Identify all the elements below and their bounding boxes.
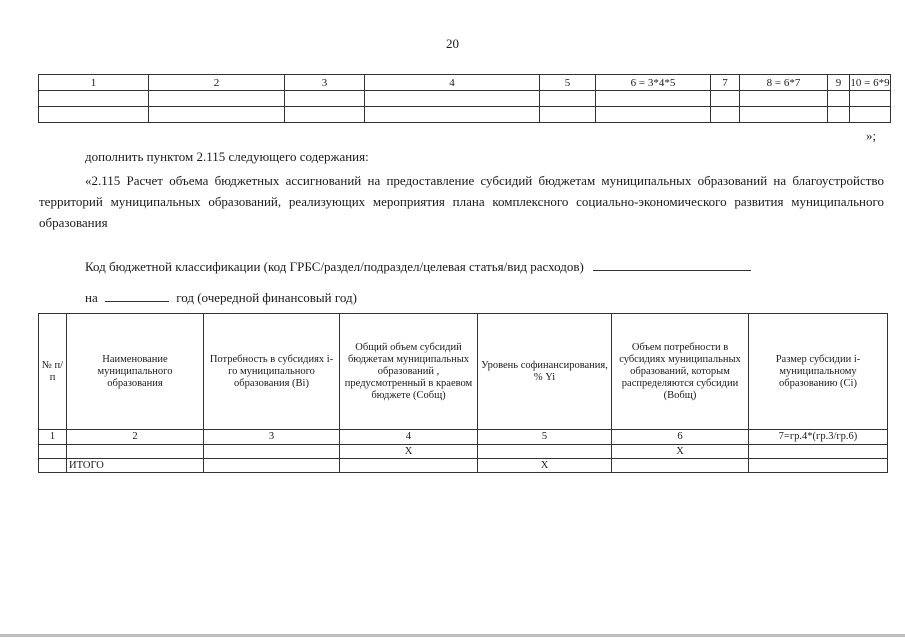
- table-cell: [612, 459, 749, 473]
- col-header-total-volume: Общий объем субсидий бюджетам муниципальных образований , предусмотренный в краевом бюджете (Собщ): [340, 314, 478, 430]
- scan-artifact-line: [0, 634, 905, 637]
- t1-header-4: 4: [365, 75, 540, 91]
- table-cell: X: [612, 445, 749, 459]
- fiscal-year-line: [39, 287, 884, 308]
- table-cell: [204, 445, 340, 459]
- continued-table: [38, 74, 891, 123]
- total-row: [39, 459, 888, 473]
- page-number: 20: [446, 36, 459, 51]
- table-cell: [39, 445, 67, 459]
- t1-header-8: 8 = 6*7: [740, 75, 828, 91]
- table-row: [39, 91, 891, 107]
- col-number: 5: [478, 430, 612, 445]
- col-header-need: Потребность в субсидиях i-го муниципального образования (Bi): [204, 314, 340, 430]
- budget-code-blank: [593, 259, 751, 271]
- item-2-115-title: «2.115 Расчет объема бюджетных ассигнований на предоставление субсидий бюджетам муниципальных образований на благоустройство территорий муниципальных образований, реализующих мероприятия плана комплексного социально-экономического развития муниципального образования: [39, 173, 884, 230]
- t1-header-2: 2: [149, 75, 285, 91]
- table-cell: [340, 459, 478, 473]
- year-prefix: на: [85, 290, 98, 305]
- col-number: 3: [204, 430, 340, 445]
- year-blank: [105, 290, 169, 302]
- table-row: [39, 107, 891, 123]
- t1-header-10: 10 = 6*9: [850, 76, 890, 89]
- year-suffix: год (очередной финансовый год): [176, 290, 357, 305]
- col-header-cofinancing: Уровень софинансирования, % Yi: [478, 314, 612, 430]
- table-cell: [39, 459, 67, 473]
- table-cell: [478, 445, 612, 459]
- col-header-municipality: Наименование муниципального образования: [67, 314, 204, 430]
- t1-header-6: 6 = 3*4*5: [596, 75, 711, 91]
- col-number: 1: [39, 430, 67, 445]
- col-number: 6: [612, 430, 749, 445]
- table-cell: X: [340, 445, 478, 459]
- col-header-need-volume: Объем потребности в субсидиях муниципальных образований, которым распределяются субсидии (Вобщ): [612, 314, 749, 430]
- col-number: 2: [67, 430, 204, 445]
- table-cell: [749, 459, 888, 473]
- total-label: ИТОГО: [67, 459, 204, 473]
- col-number: 7=гр.4*(гр.3/гр.6): [749, 430, 888, 445]
- table-cell: [67, 445, 204, 459]
- t1-header-7: 7: [711, 75, 740, 91]
- table-cell: [204, 459, 340, 473]
- subsidy-calculation-table: [38, 313, 888, 473]
- table-row: [39, 445, 888, 459]
- t1-header-1: 1: [39, 75, 149, 91]
- column-numbers-row: [39, 430, 888, 445]
- intro-text: дополнить пунктом 2.115 следующего содержания:: [85, 149, 369, 164]
- table-cell: X: [478, 459, 612, 473]
- budget-code-label: Код бюджетной классификации (код ГРБС/раздел/подраздел/целевая статья/вид расходов): [85, 259, 584, 274]
- table-cell: [749, 445, 888, 459]
- closing-quote: »;: [866, 128, 877, 143]
- col-number: 4: [340, 430, 478, 445]
- col-header-subsidy-size: Размер субсидии i-муниципальному образованию (Ci): [749, 314, 888, 430]
- t1-header-5: 5: [540, 75, 596, 91]
- col-header-number: № п/п: [39, 314, 67, 430]
- budget-code-line: [39, 256, 884, 277]
- t1-header-9: 9: [828, 75, 850, 91]
- t1-header-3: 3: [285, 75, 365, 91]
